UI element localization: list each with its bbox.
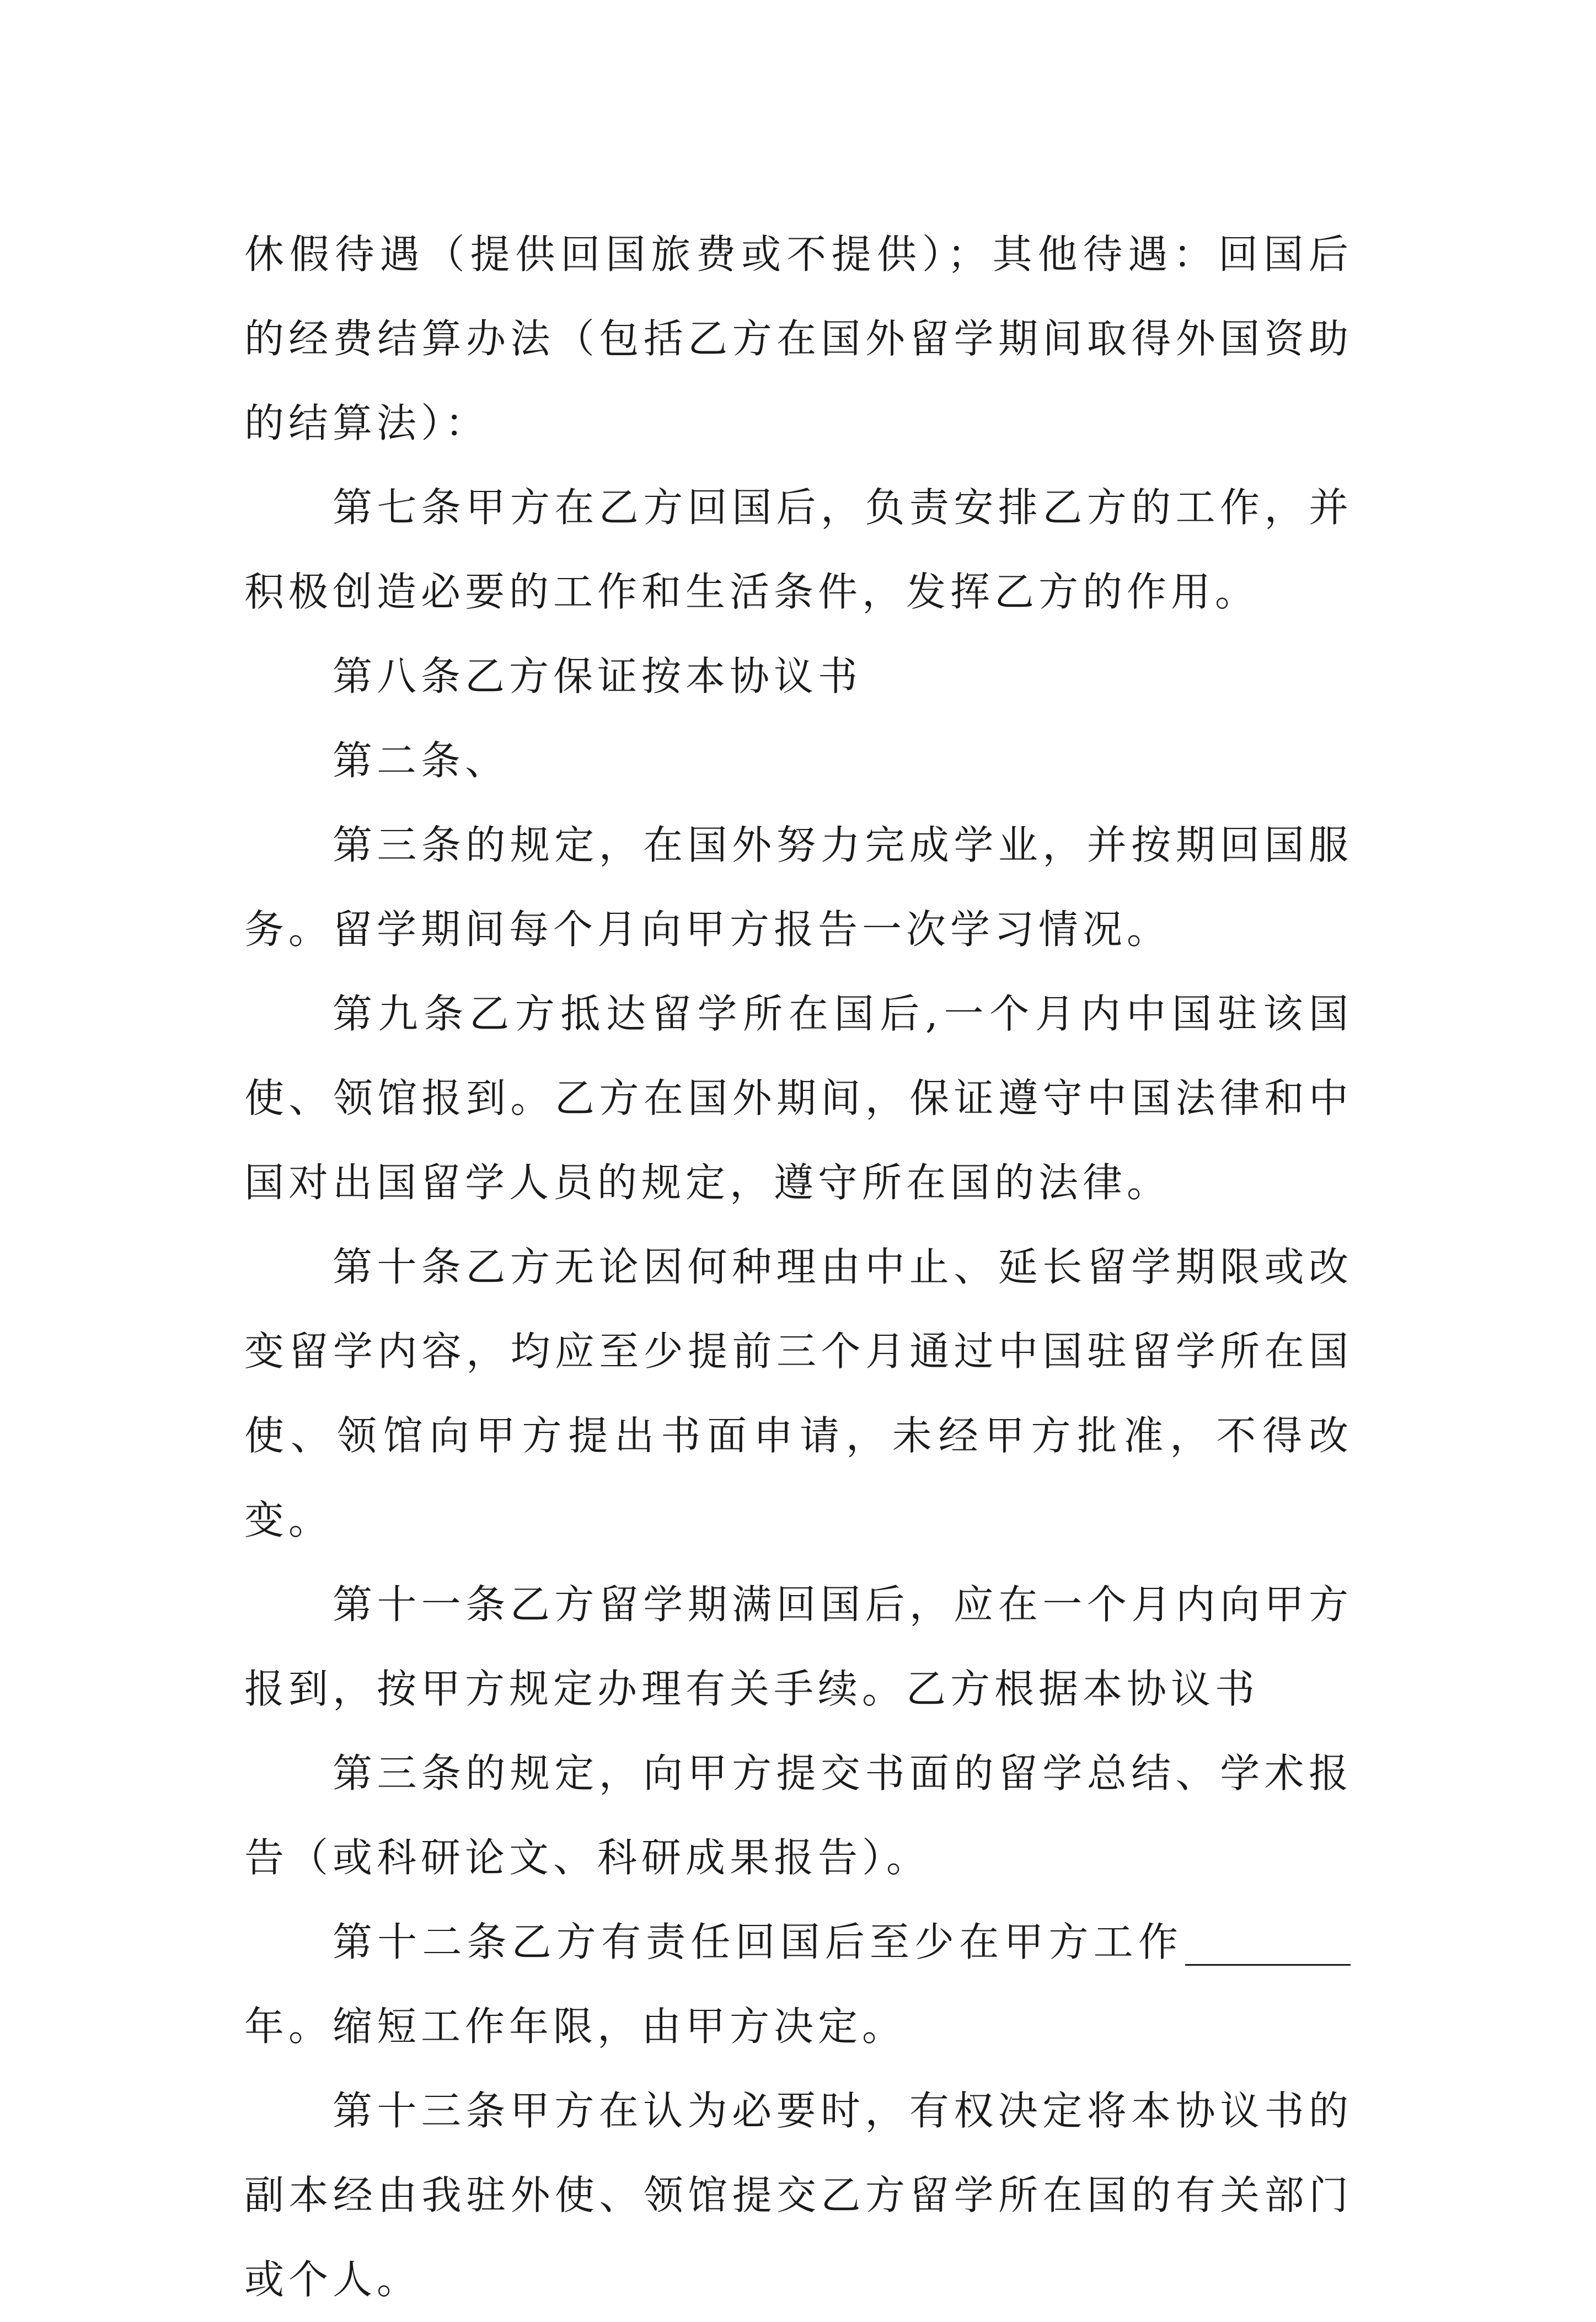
paragraph-clause-7: 第七条甲方在乙方回国后，负责安排乙方的工作，并积极创造必要的工作和生活条件，发挥乙方的作用。 xyxy=(244,484,1353,615)
paragraph-clause-12 xyxy=(244,1900,1353,2069)
paragraph-clause-10: 第十条乙方无论因何种理由中止、延长留学期限或改变留学内容，均应至少提前三个月通过中国驻留学所在国使、领馆向甲方提出书面申请，未经甲方批准，不得改变。 xyxy=(244,1244,1353,1543)
paragraph-clause-3-ref: 第三条的规定，在国外努力完成学业，并按期回国服务。留学期间每个月向甲方报告一次学习情况。 xyxy=(244,822,1353,953)
years-blank-field xyxy=(1185,1924,1351,1966)
document-body xyxy=(244,212,1353,2322)
paragraph-clause-13: 第十三条甲方在认为必要时，有权决定将本协议书的副本经由我驻外使、领馆提交乙方留学所在国的有关部门或个人。 xyxy=(244,2088,1353,2303)
clause-12-after: 年。缩短工作年限，由甲方决定。 xyxy=(244,2003,907,2050)
clause-12-before: 第十二条乙方有责任回国后至少在甲方工作 xyxy=(333,1919,1183,1965)
paragraph-clause-3-report: 第三条的规定，向甲方提交书面的留学总结、学术报告（或科研论文、科研成果报告）。 xyxy=(244,1750,1353,1881)
paragraph-benefits: 休假待遇（提供回国旅费或不提供）；其他待遇：回国后的经费结算办法（包括乙方在国外留学期间取得外国资助的结算法）： xyxy=(244,231,1353,446)
paragraph-clause-2-ref: 第二条、 xyxy=(333,737,510,784)
paragraph-clause-11: 第十一条乙方留学期满回国后，应在一个月内向甲方报到，按甲方规定办理有关手续。乙方根据本协议书 xyxy=(244,1581,1353,1712)
paragraph-clause-8: 第八条乙方保证按本协议书 xyxy=(333,653,863,699)
paragraph-clause-9: 第九条乙方抵达留学所在国后,一个月内中国驻该国使、领馆报到。乙方在国外期间，保证遵守中国法律和中国对出国留学人员的规定，遵守所在国的法律。 xyxy=(244,991,1353,1206)
